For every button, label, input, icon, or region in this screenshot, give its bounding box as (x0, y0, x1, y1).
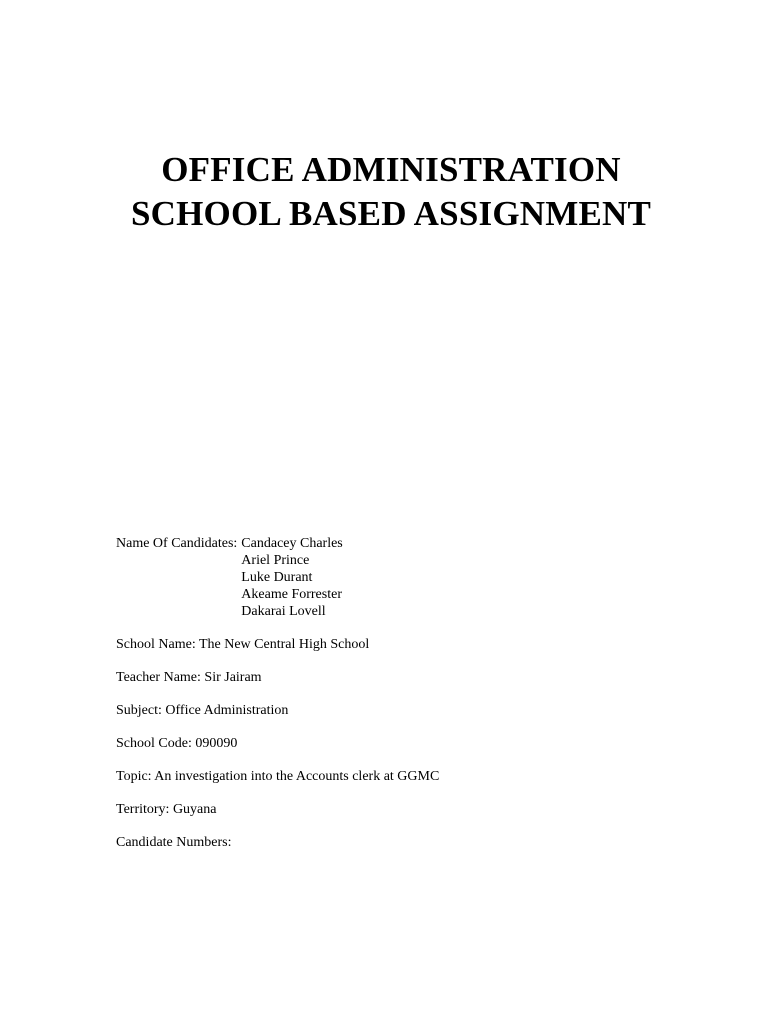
topic: Topic: An investigation into the Accounts clerk at GGMC (116, 769, 440, 784)
candidate-name: Luke Durant (241, 570, 313, 585)
title-line-1: OFFICE ADMINISTRATION (161, 150, 621, 189)
subject: Subject: Office Administration (116, 703, 289, 718)
candidates-list (241, 535, 342, 620)
candidate-numbers: Candidate Numbers: (116, 835, 232, 850)
candidate-name: Ariel Prince (241, 553, 310, 568)
candidates-block (116, 535, 439, 620)
school-code: School Code: 090090 (116, 736, 238, 751)
candidate-name: Akeame Forrester (241, 587, 342, 602)
teacher-name: Teacher Name: Sir Jairam (116, 670, 262, 685)
territory: Territory: Guyana (116, 802, 217, 817)
document-title (0, 148, 768, 236)
cover-details (116, 535, 439, 851)
candidate-name: Candacey Charles (241, 536, 343, 551)
candidates-label: Name Of Candidates: (116, 536, 238, 551)
school-name: School Name: The New Central High School (116, 637, 370, 652)
title-line-2: SCHOOL BASED ASSIGNMENT (130, 194, 652, 233)
candidate-name: Dakarai Lovell (241, 604, 326, 619)
